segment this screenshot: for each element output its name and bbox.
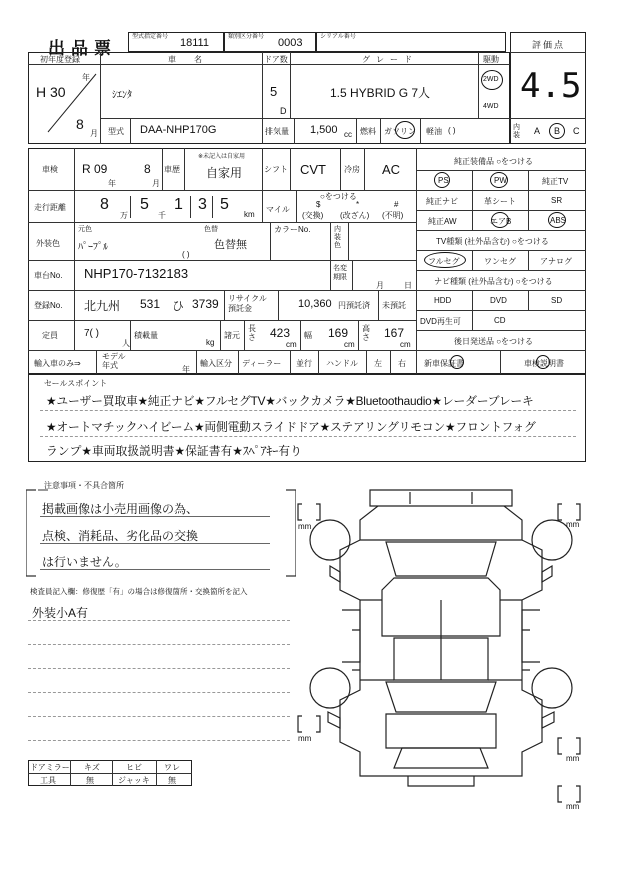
- load-label: 積載量: [134, 331, 158, 340]
- tools-r1-c2: キズ: [84, 763, 100, 772]
- width-label: 幅: [304, 331, 312, 340]
- displacement-label: 排気量: [265, 127, 289, 136]
- navi-dvd: DVD: [490, 296, 507, 305]
- fuel-gasoline-circle: [395, 121, 415, 139]
- model-year-label: モデル年式: [102, 352, 126, 370]
- height-unit: cm: [400, 340, 411, 349]
- tools-r2-c1: 工具: [40, 776, 56, 785]
- mileage-digit-4: 3: [198, 196, 207, 213]
- opt-navi: 純正ナビ: [426, 197, 458, 206]
- fuel-bracket: ( ): [448, 126, 456, 135]
- shaken-month-unit: 月: [152, 179, 160, 188]
- class-number: 0003: [278, 37, 303, 49]
- dim-label: 諸元: [224, 331, 240, 340]
- diagram-mm-2: mm: [566, 520, 580, 529]
- recycle-unit: 円預託済: [338, 301, 370, 310]
- score-label: 評価点: [532, 40, 566, 50]
- height-value: 167: [384, 326, 405, 340]
- import-parallel: 並行: [296, 359, 312, 368]
- length-value: 423: [270, 326, 291, 340]
- name-change-day: 日: [404, 281, 412, 290]
- opt-airbag-circle: [490, 212, 512, 228]
- mile-label: マイル: [266, 205, 290, 214]
- import-division-label: 輸入区分: [200, 359, 232, 368]
- interior-c: C: [573, 126, 580, 136]
- tools-r1-c4: ワレ: [164, 763, 180, 772]
- first-reg-label: 初年度登録: [40, 55, 80, 64]
- orig-color-label: 元色: [78, 226, 92, 233]
- opt-tv: 純正TV: [542, 177, 569, 186]
- unknown-symbol: #: [394, 200, 399, 209]
- tools-r1-c1: ドアミラー: [30, 763, 70, 772]
- interior-a: A: [534, 126, 541, 136]
- fuel-gasoline: ガソリン: [384, 127, 416, 136]
- recycle-value: 10,360: [298, 298, 332, 310]
- shaken-label: 車検: [42, 165, 58, 174]
- door-type: D: [280, 106, 287, 116]
- mileage-mark-note: ○をつける: [320, 192, 357, 201]
- capacity-label: 定員: [42, 331, 58, 340]
- opt-airbag: エアB: [490, 217, 512, 226]
- import-label: 輸入車のみ⇒: [34, 359, 81, 368]
- car-name-label: 車名: [168, 55, 220, 64]
- diagram-mm-4: mm: [566, 754, 580, 763]
- width-value: 169: [328, 326, 349, 340]
- registration-class: 531: [140, 297, 161, 311]
- equip-header: 純正装備品 ○をつける: [454, 157, 534, 166]
- first-reg-year-unit: 年: [82, 73, 90, 82]
- registration-region: 北九州: [84, 299, 121, 313]
- orig-color: ﾊﾟｰﾌﾟﾙ: [78, 242, 108, 253]
- recycle-unpaid: 未預託: [382, 301, 406, 310]
- mileage-digit-1: 8: [100, 196, 109, 213]
- history-value: 自家用: [206, 166, 243, 180]
- tools-r2-c2: 無: [86, 776, 94, 785]
- shift-label: シフト: [264, 165, 288, 174]
- registration-label: 登録No.: [34, 301, 63, 310]
- dvd-playable: DVD再生可: [420, 317, 461, 326]
- color-change-label: 色替: [204, 226, 218, 233]
- load-kg: kg: [206, 338, 215, 347]
- notes-line-3: は行いません。: [42, 555, 127, 569]
- sales-points-line-2: ★オートマチックハイビーム★両側電動スライドドア★ステアリングリモコン★フロントフォグ: [46, 420, 536, 434]
- interior-color-label: 内装色: [334, 226, 341, 249]
- registration-kana: ひ: [172, 299, 185, 313]
- mileage-label: 走行距離: [34, 203, 66, 212]
- opt-sr: SR: [551, 196, 563, 205]
- type-number: 18111: [180, 37, 209, 49]
- tv-analog: アナログ: [540, 257, 572, 266]
- drive-4wd: 4WD: [483, 103, 499, 110]
- name-change-label: 名変期限: [333, 265, 347, 281]
- diagram-mm-3: mm: [298, 734, 312, 743]
- handle-label: ハンドル: [326, 359, 358, 368]
- mileage-digit-2: 5: [140, 196, 149, 213]
- grade-value: 1.5 HYBRID G 7人: [330, 86, 431, 100]
- grade-label: グレード: [362, 55, 418, 64]
- diagram-mm-5: mm: [566, 802, 580, 811]
- displacement-unit: cc: [344, 130, 352, 139]
- later-header: 後日発送品 ○をつける: [454, 337, 534, 346]
- navi-header: ナビ種類 (社外品含む) ○をつける: [434, 277, 553, 286]
- car-damage-diagram: [290, 480, 590, 810]
- mileage-km: km: [244, 210, 255, 219]
- serial-number-label: シリアル番号: [320, 34, 356, 40]
- exterior-color-label: 外装色: [36, 239, 60, 248]
- shift-value: CVT: [300, 162, 326, 177]
- shaken-date: R 09: [82, 162, 108, 176]
- registration-number: 3739: [192, 297, 219, 311]
- opt-aw: 純正AW: [428, 217, 457, 226]
- opt-ps: PS: [438, 176, 449, 185]
- fuel-diesel: 軽油: [426, 127, 442, 136]
- first-reg-month: 8: [76, 116, 84, 132]
- tv-fullseg-circle: [424, 252, 466, 268]
- shaken-month: 8: [144, 162, 151, 176]
- capacity-unit: 人: [122, 339, 130, 348]
- drive-label: 駆動: [483, 55, 499, 64]
- first-reg-era: H 30: [36, 84, 66, 100]
- opt-cd: CD: [494, 316, 506, 325]
- mileage-sen: 千: [158, 211, 166, 220]
- notes-line-2: 点検、消耗品、劣化品の交換: [42, 529, 199, 543]
- mileage-digit-5: 5: [220, 196, 229, 213]
- ac-label: 冷房: [344, 165, 360, 174]
- handle-left: 左: [374, 359, 382, 368]
- later-manual: 車検説明書: [524, 359, 564, 368]
- later-manual-circle: [536, 355, 550, 369]
- inspector-label: 検査員記入欄：修復歴「有」の場合は修復箇所・交換箇所を記入: [30, 587, 248, 596]
- sales-points-label: セールスポイント: [44, 379, 108, 388]
- recycle-label: リサイクル預託金: [228, 294, 267, 313]
- navi-sd: SD: [551, 296, 563, 305]
- import-dealer: ディーラー: [242, 359, 282, 368]
- color-paren: ( ): [182, 250, 190, 259]
- first-reg-month-unit: 月: [90, 129, 98, 138]
- doors-label: ドア数: [264, 55, 288, 64]
- tv-fullseg: フルセグ: [428, 257, 460, 266]
- opt-ps-circle: [434, 172, 450, 188]
- name-change-month: 月: [376, 281, 384, 290]
- color-no-label: カラーNo.: [274, 225, 311, 234]
- chassis-value: NHP170-7132183: [84, 266, 189, 281]
- first-reg-slash: [44, 72, 100, 136]
- navi-hdd: HDD: [434, 296, 452, 305]
- later-warranty: 新車保証書: [424, 359, 464, 368]
- swap-symbol: $: [316, 200, 321, 209]
- length-unit: cm: [286, 340, 297, 349]
- interior-b-circle: [549, 123, 565, 139]
- opt-leather: 革シート: [484, 197, 516, 206]
- drive-2wd-circle: [481, 70, 503, 90]
- capacity-value: 7( ): [84, 328, 99, 339]
- opt-pw-circle: [490, 172, 508, 188]
- type-number-label: 型式指定番号: [132, 34, 169, 40]
- class-number-label: 類別区分番号: [228, 34, 265, 40]
- inspector-line-1: 外装小A有: [32, 606, 89, 620]
- handle-right: 右: [398, 359, 406, 368]
- tools-r2-c3: ジャッキ: [118, 776, 150, 785]
- later-warranty-circle: [450, 355, 464, 369]
- opt-abs-circle: [548, 212, 566, 228]
- length-label: 長さ: [248, 324, 256, 342]
- tamper-symbol: *: [356, 200, 360, 209]
- tamper-label: (改ざん): [340, 211, 370, 220]
- diagram-mm-1: mm: [298, 522, 312, 531]
- car-name: ｼｴﾝﾀ: [112, 90, 132, 101]
- fuel-label: 燃料: [360, 127, 376, 136]
- tools-r2-c4: 無: [168, 776, 176, 785]
- tv-oneseg: ワンセグ: [484, 257, 516, 266]
- sales-points-line-3: ランプ★車両取扱説明書★保証書有★ｽﾍﾟｱｷｰ有り: [46, 444, 302, 458]
- score-value: 4.5: [520, 66, 582, 106]
- opt-pw: PW: [494, 176, 507, 185]
- shaken-year-unit: 年: [108, 179, 116, 188]
- unknown-label: (不明): [382, 211, 404, 220]
- notes-label: 注意事項・不具合箇所: [44, 481, 124, 490]
- history-label: 車歴: [164, 165, 180, 174]
- interior-b: B: [554, 126, 561, 136]
- width-unit: cm: [344, 340, 355, 349]
- model-value: DAA-NHP170G: [140, 124, 217, 136]
- interior-label: 内装: [513, 124, 520, 139]
- displacement-value: 1,500: [310, 124, 338, 136]
- model-label: 型式: [108, 127, 124, 136]
- model-year-unit: 年: [182, 365, 190, 374]
- opt-abs: ABS: [550, 216, 567, 225]
- drive-2wd: 2WD: [483, 76, 499, 83]
- tools-r1-c3: ヒビ: [126, 763, 142, 772]
- sheet-title: 出品票: [48, 39, 117, 58]
- tv-header: TV種類 (社外品含む) ○をつける: [436, 237, 549, 246]
- mileage-man: 万: [120, 211, 128, 220]
- color-changed: 色替無: [214, 239, 247, 251]
- height-label: 高さ: [362, 324, 370, 342]
- swap-label: (交換): [302, 211, 324, 220]
- chassis-label: 車台No.: [34, 271, 63, 280]
- mileage-digit-3: 1: [174, 196, 183, 213]
- sales-points-line-1: ★ユーザー買取車★純正ナビ★フルセグTV★バックカメラ★Bluetoothaudio★レーダーブレーキ: [46, 394, 534, 408]
- notes-line-1: 掲載画像は小売用画像の為、: [42, 502, 199, 516]
- doors-value: 5: [270, 84, 278, 99]
- ac-value: AC: [382, 162, 401, 177]
- history-note: ※未記入は自家用: [198, 154, 246, 160]
